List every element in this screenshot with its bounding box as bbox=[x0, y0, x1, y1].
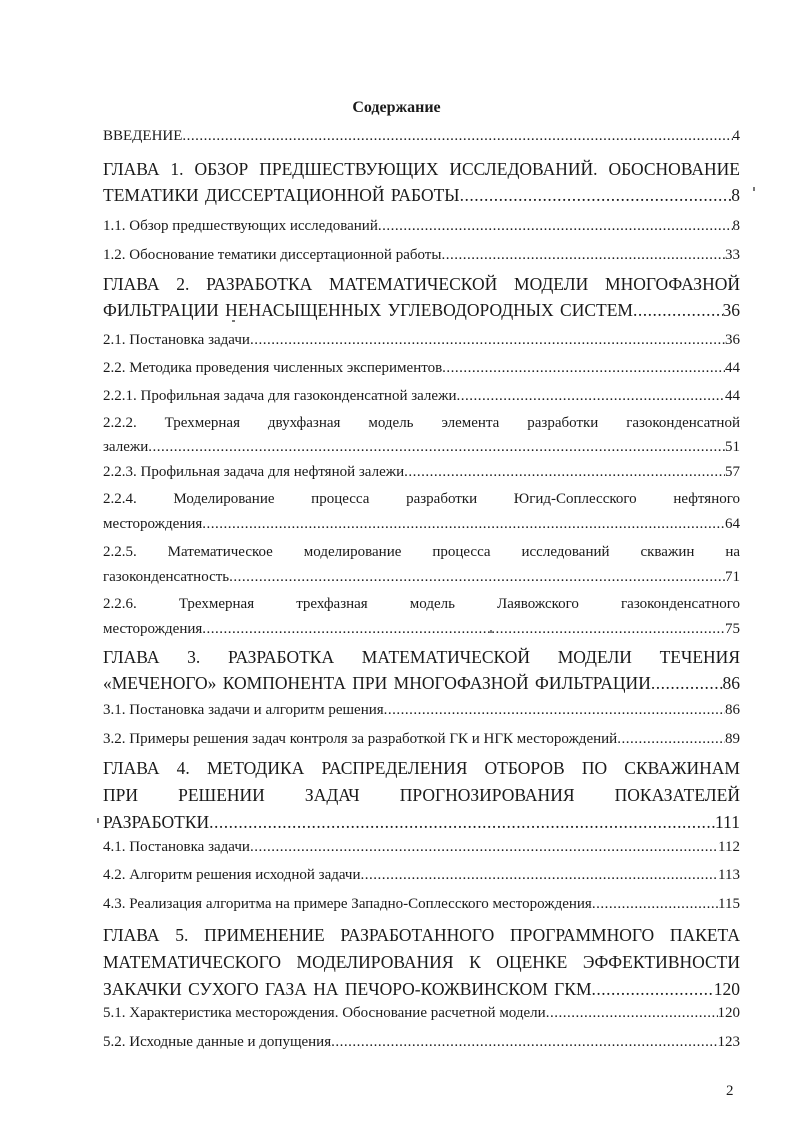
toc-section-entry bbox=[103, 727, 740, 752]
dot-leader bbox=[229, 570, 725, 585]
dot-leader bbox=[456, 389, 725, 404]
toc-entry-line bbox=[103, 670, 740, 696]
dot-leader bbox=[361, 868, 719, 883]
toc-entry-line bbox=[103, 328, 740, 353]
dot-leader bbox=[592, 981, 714, 999]
toc-page-number: 36 bbox=[722, 300, 740, 320]
dot-leader bbox=[384, 703, 725, 718]
dot-leader bbox=[651, 675, 723, 693]
toc-entry-line bbox=[103, 976, 740, 1003]
toc-chapter-entry bbox=[103, 156, 740, 208]
toc-page-number: 111 bbox=[715, 812, 740, 832]
toc-entry-text: ГЛАВА 1. ОБЗОР ПРЕДШЕСТВУЮЩИХ ИССЛЕДОВАНИЙ. ОБОСНОВАНИЕ bbox=[103, 159, 740, 179]
toc-entry-text: ЗАКАЧКИ СУХОГО ГАЗА НА ПЕЧОРО-КОЖВИНСКОМ ГКМ bbox=[103, 979, 592, 999]
toc-section-entry bbox=[103, 1001, 740, 1026]
toc-section-entry bbox=[103, 592, 740, 642]
toc-entry-text: МАТЕМАТИЧЕСКОГО МОДЕЛИРОВАНИЯ К ОЦЕНКЕ ЭФФЕКТИВНОСТИ bbox=[103, 952, 740, 972]
toc-entry-text: 1.2. Обоснование тематики диссертационной работы bbox=[103, 247, 442, 263]
toc-entry-line bbox=[103, 384, 740, 409]
toc-page-number: 36 bbox=[725, 332, 740, 348]
toc-entry-text: ГЛАВА 5. ПРИМЕНЕНИЕ РАЗРАБОТАННОГО ПРОГРАММНОГО ПАКЕТА bbox=[103, 925, 740, 945]
dot-leader bbox=[442, 361, 725, 376]
toc-chapter-entry bbox=[103, 755, 740, 836]
toc-entry-line bbox=[103, 156, 740, 182]
toc-entry-text: газоконденсатность bbox=[103, 569, 230, 585]
toc-entry-line bbox=[103, 512, 740, 537]
toc-entry-line bbox=[103, 214, 740, 239]
dot-leader bbox=[202, 622, 725, 637]
toc-entry-text: 5.1. Характеристика месторождения. Обоснование расчетной модели bbox=[103, 1005, 546, 1021]
toc-entry-text: месторождения bbox=[103, 516, 203, 532]
toc-entry-text: ФИЛЬТРАЦИИ НЕНАСЫЩЕННЫХ УГЛЕВОДОРОДНЫХ СИСТЕМ bbox=[103, 300, 633, 320]
dot-leader bbox=[378, 219, 733, 234]
toc-entry-text: 2.2.2. Трехмерная двухфазная модель элемента разработки газоконденсатной bbox=[103, 415, 740, 431]
toc-entry-text: 4.2. Алгоритм решения исходной задачи bbox=[103, 867, 361, 883]
toc-entry-line bbox=[103, 592, 740, 617]
toc-entry-line bbox=[103, 835, 740, 860]
toc-entry-line bbox=[103, 782, 740, 809]
toc-page-number: 120 bbox=[717, 1005, 740, 1021]
scan-speck bbox=[232, 320, 235, 322]
toc-entry-text: «МЕЧЕНОГО» КОМПОНЕНТА ПРИ МНОГОФАЗНОЙ ФИЛЬТРАЦИИ bbox=[103, 673, 651, 693]
scan-speck bbox=[753, 187, 755, 191]
toc-section-entry bbox=[103, 892, 740, 917]
toc-chapter-entry bbox=[103, 271, 740, 323]
toc-page-number: 57 bbox=[725, 464, 740, 480]
toc-page-number: 44 bbox=[725, 360, 740, 376]
toc-page-number: 64 bbox=[725, 516, 740, 532]
toc-section-entry bbox=[103, 124, 740, 149]
toc-section-entry bbox=[103, 411, 740, 459]
dot-leader bbox=[202, 517, 725, 532]
toc-entry-text: месторождения bbox=[103, 621, 203, 637]
toc-entry-line bbox=[103, 124, 740, 149]
toc-entry-line bbox=[103, 411, 740, 435]
toc-entry-text: 4.3. Реализация алгоритма на примере Западно-Соплесского месторождения bbox=[103, 896, 592, 912]
toc-chapter-entry bbox=[103, 922, 740, 1003]
toc-page-number: 8 bbox=[732, 218, 740, 234]
toc-entry-line bbox=[103, 755, 740, 782]
dot-leader bbox=[633, 302, 723, 320]
dot-leader bbox=[250, 333, 725, 348]
toc-page-number: 113 bbox=[718, 867, 740, 883]
toc-entry-line bbox=[103, 644, 740, 670]
toc-page-number: 115 bbox=[718, 896, 740, 912]
toc-entry-text: ГЛАВА 4. МЕТОДИКА РАСПРЕДЕЛЕНИЯ ОТБОРОВ ПО СКВАЖИНАМ bbox=[103, 758, 740, 778]
toc-entry-text: 2.2. Методика проведения численных экспериментов bbox=[103, 360, 443, 376]
toc-section-entry bbox=[103, 698, 740, 723]
toc-entry-line bbox=[103, 271, 740, 297]
toc-entry-line bbox=[103, 617, 740, 642]
dot-leader bbox=[460, 187, 732, 205]
toc-entry-line bbox=[103, 182, 740, 208]
toc-entry-line bbox=[103, 1030, 740, 1055]
toc-page-number: 112 bbox=[718, 839, 740, 855]
toc-section-entry bbox=[103, 214, 740, 239]
dot-leader bbox=[441, 248, 725, 263]
toc-entry-line bbox=[103, 540, 740, 565]
dot-leader bbox=[404, 465, 725, 480]
toc-entry-line bbox=[103, 565, 740, 590]
dot-leader bbox=[250, 840, 718, 855]
toc-section-entry bbox=[103, 243, 740, 268]
toc-entry-line bbox=[103, 698, 740, 723]
dot-leader bbox=[209, 814, 715, 832]
toc-page-number: 33 bbox=[725, 247, 740, 263]
dot-leader bbox=[148, 440, 725, 455]
toc-page-number: 86 bbox=[725, 702, 740, 718]
dot-leader bbox=[182, 129, 732, 144]
toc-entry-line bbox=[103, 356, 740, 381]
toc-section-entry bbox=[103, 328, 740, 353]
toc-entry-text: 2.2.1. Профильная задача для газоконденсатной залежи bbox=[103, 388, 457, 404]
toc-section-entry bbox=[103, 356, 740, 381]
toc-entry-line bbox=[103, 1001, 740, 1026]
toc-entry-line bbox=[103, 949, 740, 976]
dot-leader bbox=[617, 732, 725, 747]
toc-section-entry bbox=[103, 487, 740, 537]
toc-entry-text: 3.2. Примеры решения задач контроля за разработкой ГК и НГК месторождений bbox=[103, 731, 618, 747]
toc-section-entry bbox=[103, 384, 740, 409]
toc-entry-text: 2.2.6. Трехмерная трехфазная модель Лаявожского газоконденсатного bbox=[103, 596, 740, 612]
toc-entry-text: ТЕМАТИКИ ДИССЕРТАЦИОННОЙ РАБОТЫ bbox=[103, 185, 460, 205]
toc-page-number: 120 bbox=[713, 979, 740, 999]
toc-entry-text: ГЛАВА 3. РАЗРАБОТКА МАТЕМАТИЧЕСКОЙ МОДЕЛИ ТЕЧЕНИЯ bbox=[103, 647, 740, 667]
scan-speck bbox=[97, 818, 99, 823]
toc-entry-text: ГЛАВА 2. РАЗРАБОТКА МАТЕМАТИЧЕСКОЙ МОДЕЛИ МНОГОФАЗНОЙ bbox=[103, 274, 740, 294]
toc-page-number: 86 bbox=[722, 673, 740, 693]
page-number: 2 bbox=[726, 1083, 734, 1099]
toc-title: Содержание bbox=[352, 99, 441, 116]
toc-page-number: 75 bbox=[725, 621, 740, 637]
toc-entry-line bbox=[103, 243, 740, 268]
toc-page-number: 4 bbox=[732, 128, 740, 144]
toc-entry-line bbox=[103, 297, 740, 323]
toc-section-entry bbox=[103, 1030, 740, 1055]
toc-page-number: 71 bbox=[725, 569, 740, 585]
toc-entry-text: 4.1. Постановка задачи bbox=[103, 839, 250, 855]
toc-entry-line bbox=[103, 922, 740, 949]
toc-entry-line bbox=[103, 460, 740, 485]
toc-page-number: 89 bbox=[725, 731, 740, 747]
toc-entry-line bbox=[103, 435, 740, 459]
toc-page-number: 44 bbox=[725, 388, 740, 404]
toc-entry-line bbox=[103, 727, 740, 752]
dot-leader bbox=[546, 1006, 718, 1021]
toc-entry-text: 1.1. Обзор предшествующих исследований bbox=[103, 218, 378, 234]
toc-entry-text: 2.1. Постановка задачи bbox=[103, 332, 250, 348]
toc-chapter-entry bbox=[103, 644, 740, 696]
scan-speck bbox=[490, 630, 492, 633]
toc-entry-line bbox=[103, 863, 740, 888]
toc-entry-text: 2.2.4. Моделирование процесса разработки Югид-Соплесского нефтяного bbox=[103, 491, 740, 507]
toc-entry-text: 2.2.3. Профильная задача для нефтяной залежи bbox=[103, 464, 405, 480]
toc-entry-line bbox=[103, 487, 740, 512]
toc-entry-text: 3.1. Постановка задачи и алгоритм решения bbox=[103, 702, 384, 718]
toc-entry-line bbox=[103, 892, 740, 917]
toc-page-number: 8 bbox=[731, 185, 740, 205]
toc-section-entry bbox=[103, 460, 740, 485]
toc-entry-text: ПРИ РЕШЕНИИ ЗАДАЧ ПРОГНОЗИРОВАНИЯ ПОКАЗАТЕЛЕЙ bbox=[103, 785, 740, 805]
toc-entry-text: РАЗРАБОТКИ bbox=[103, 812, 210, 832]
toc-section-entry bbox=[103, 863, 740, 888]
dot-leader bbox=[331, 1035, 717, 1050]
toc-entry-text: 5.2. Исходные данные и допущения bbox=[103, 1034, 332, 1050]
toc-entry-line bbox=[103, 809, 740, 836]
toc-page-number: 123 bbox=[717, 1034, 740, 1050]
toc-entry-text: залежи bbox=[103, 439, 149, 455]
toc-page-number: 51 bbox=[725, 439, 740, 455]
dot-leader bbox=[592, 897, 718, 912]
toc-section-entry bbox=[103, 835, 740, 860]
toc-entry-text: ВВЕДЕНИЕ bbox=[103, 128, 183, 144]
toc-entry-text: 2.2.5. Математическое моделирование процесса исследований скважин на bbox=[103, 544, 740, 560]
toc-section-entry bbox=[103, 540, 740, 590]
